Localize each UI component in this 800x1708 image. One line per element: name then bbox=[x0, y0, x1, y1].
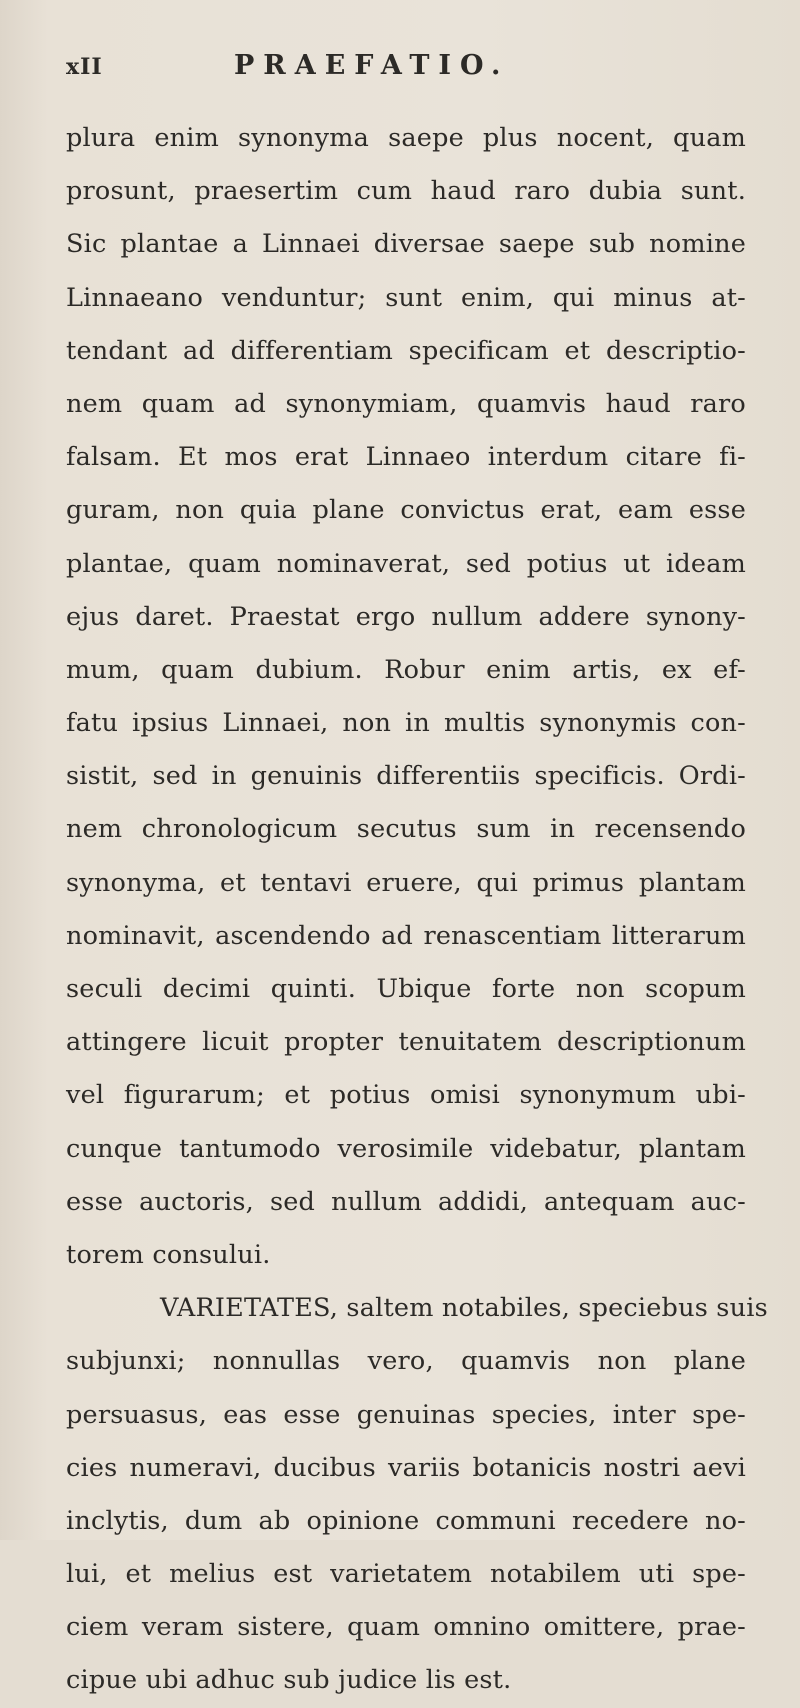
text-line: fatu ipsius Linnaei, non in multis synonymis con- bbox=[66, 708, 746, 739]
text-line: Linnaeano venduntur; sunt enim, qui minus at- bbox=[66, 282, 746, 313]
text-line: falsam. Et mos erat Linnaeo interdum citare fi- bbox=[66, 442, 746, 473]
text-line: esse auctoris, sed nullum addidi, antequam auc- bbox=[66, 1186, 746, 1217]
paragraph-first-line: VARIETATES, saltem notabiles, speciebus suis bbox=[160, 1293, 768, 1324]
text-line: seculi decimi quinti. Ubique forte non scopum bbox=[66, 974, 746, 1004]
text-line: ejus daret. Praestat ergo nullum addere synony- bbox=[66, 601, 746, 632]
page-number: xII bbox=[66, 54, 103, 80]
running-title: PRAEFATIO. bbox=[234, 50, 510, 81]
text-line: lui, et melius est varietatem notabilem uti spe- bbox=[66, 1559, 746, 1590]
text-line: attingere licuit propter tenuitatem descriptionum bbox=[66, 1027, 746, 1058]
text-line: nominavit, ascendendo ad renascentiam litterarum bbox=[66, 920, 746, 951]
text-line: vel figurarum; et potius omisi synonymum ubi- bbox=[66, 1080, 746, 1111]
body-text bbox=[66, 112, 768, 1708]
text-line: synonyma, et tentavi eruere, qui primus plantam bbox=[66, 867, 746, 898]
text-line: nem chronologicum secutus sum in recensendo bbox=[66, 814, 746, 845]
text-line: cipue ubi adhuc sub judice lis est. bbox=[66, 1665, 512, 1696]
text-line: guram, non quia plane convictus erat, eam esse bbox=[66, 495, 746, 526]
text-line: persuasus, eas esse genuinas species, inter spe- bbox=[66, 1399, 746, 1430]
text-line: Sic plantae a Linnaei diversae saepe sub nomine bbox=[66, 229, 746, 260]
text-line: subjunxi; nonnullas vero, quamvis non plane bbox=[66, 1346, 746, 1377]
text-line: plantae, quam nominaverat, sed potius ut ideam bbox=[66, 548, 746, 579]
text-line: sistit, sed in genuinis differentiis specificis. Ordi- bbox=[66, 761, 746, 792]
text-line: inclytis, dum ab opinione communi recedere no- bbox=[66, 1505, 746, 1536]
text-line: prosunt, praesertim cum haud raro dubia sunt. bbox=[66, 176, 746, 207]
text-line: torem consului. bbox=[66, 1239, 271, 1270]
page-header bbox=[66, 50, 726, 100]
text-line: tendant ad differentiam specificam et descriptio- bbox=[66, 335, 746, 366]
text-line: plura enim synonyma saepe plus nocent, quam bbox=[66, 123, 746, 153]
text-line: nem quam ad synonymiam, quamvis haud raro bbox=[66, 388, 746, 419]
text-line: mum, quam dubium. Robur enim artis, ex ef- bbox=[66, 654, 746, 685]
text-line: cies numeravi, ducibus variis botanicis nostri aevi bbox=[66, 1452, 746, 1483]
text-line: ciem veram sistere, quam omnino omittere, prae- bbox=[66, 1612, 746, 1643]
text-line: cunque tantumodo verosimile videbatur, plantam bbox=[66, 1133, 746, 1164]
